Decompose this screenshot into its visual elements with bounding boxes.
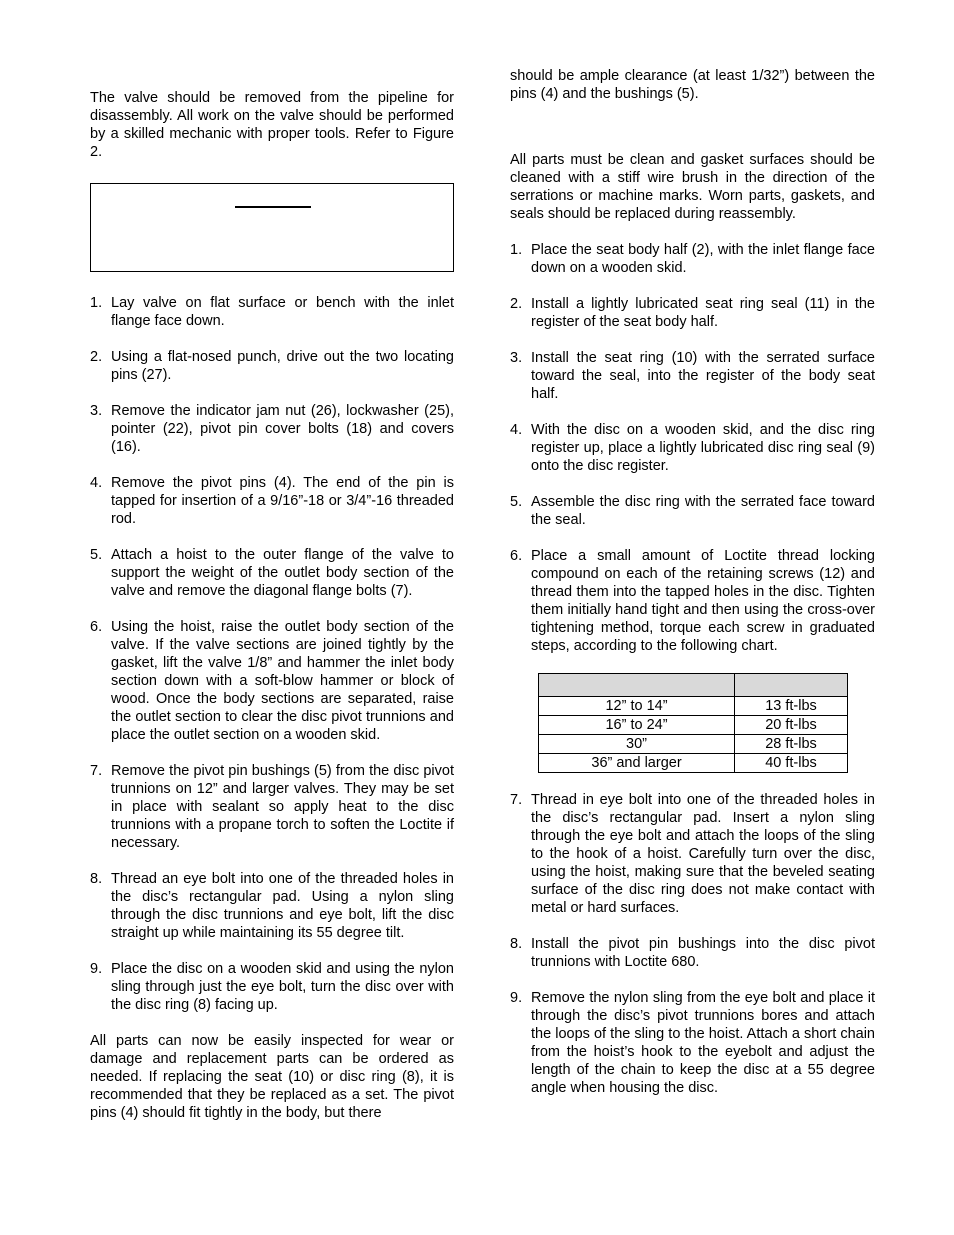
table-row: 12” to 14” 13 ft-lbs — [539, 697, 848, 716]
list-item: 7. Thread in eye bolt into one of the threaded holes in the disc’s rectangular pad. Insert a nylon sling through the eye bolt and attach the loops of the sling to the hook of a hoist. Carefully turn over the disc, using the hoist, making sure that the beveled seating surface of the disc ring does not make contact with metal or hard surfaces. — [510, 792, 875, 916]
warning-heading-rule — [235, 206, 311, 208]
list-item: 8. Thread an eye bolt into one of the threaded holes in the disc’s rectangular pad. Using a nylon sling through the disc trunnions and eye bolt, lift the disc straight up while maintaining its 55 degree tilt. — [90, 871, 454, 941]
table-row: 30” 28 ft-lbs — [539, 735, 848, 754]
disassembly-steps — [90, 294, 454, 1014]
reassembly-steps-a — [510, 241, 875, 655]
list-item: 4. With the disc on a wooden skid, and the disc ring register up, place a lightly lubricated disc ring seal (9) onto the disc register. — [510, 422, 875, 474]
list-item: 4. Remove the pivot pins (4). The end of the pin is tapped for insertion of a 9/16”-18 or 3/4”-16 threaded rod. — [90, 475, 454, 527]
table-row: 36” and larger 40 ft-lbs — [539, 754, 848, 773]
list-item: 6. Using the hoist, raise the outlet body section of the valve. If the valve sections are joined tightly by the gasket, lift the valve 1/8” and hammer the inlet body section down with a soft-blow hammer or block of wood. Once the body sections are separated, raise the outlet section to clear the disc pivot trunnions and place the outlet section on a wooden skid. — [90, 619, 454, 743]
list-item: 2. Install a lightly lubricated seat ring seal (11) in the register of the seat body half. — [510, 296, 875, 330]
inspection-paragraph: All parts can now be easily inspected for wear or damage and replacement parts can be ordered as needed. If replacing the seat (10) or disc ring (8), it is recommended that they be replaced as a set. The pivot pins (4) should fit tightly in the body, but there — [90, 1033, 454, 1121]
continuation-paragraph: should be ample clearance (at least 1/32”) between the pins (4) and the bushings (5). — [510, 68, 875, 102]
list-item: 3. Remove the indicator jam nut (26), lockwasher (25), pointer (22), pivot pin cover bolts (18) and covers (16). — [90, 403, 454, 455]
torque-table — [538, 673, 848, 773]
list-item: 9. Place the disc on a wooden skid and using the nylon sling through just the eye bolt, turn the disc over with the disc ring (8) facing up. — [90, 961, 454, 1013]
left-column — [90, 89, 454, 1122]
list-item: 1. Place the seat body half (2), with the inlet flange face down on a wooden skid. — [510, 242, 875, 276]
warning-box — [90, 183, 454, 272]
list-item: 5. Attach a hoist to the outer flange of the valve to support the weight of the outlet body section of the valve and remove the diagonal flange bolts (7). — [90, 547, 454, 599]
list-item: 8. Install the pivot pin bushings into the disc pivot trunnions with Loctite 680. — [510, 936, 875, 970]
list-item: 1. Lay valve on flat surface or bench with the inlet flange face down. — [90, 295, 454, 329]
reassembly-steps-b — [510, 791, 875, 1097]
list-item: 9. Remove the nylon sling from the eye bolt and place it through the disc’s pivot trunnions bores and attach the loops of the sling to the hoist. Attach a short chain from the hoist’s hook to the eyebolt and adjust the length of the chain to keep the disc at a 55 degree angle when housing the disc. — [510, 990, 875, 1096]
list-item: 6. Place a small amount of Loctite thread locking compound on each of the retaining screws (12) and thread them into the tapped holes in the disc. Tighten them initially hand tight and then using the cross-over tightening method, torque each screw in graduated steps, according to the following chart. — [510, 548, 875, 654]
list-item: 2. Using a flat-nosed punch, drive out the two locating pins (27). — [90, 349, 454, 383]
list-item: 3. Install the seat ring (10) with the serrated surface toward the seal, into the register of the body seat half. — [510, 350, 875, 402]
table-row: 16” to 24” 20 ft-lbs — [539, 716, 848, 735]
right-column — [510, 67, 875, 1115]
reassembly-intro: All parts must be clean and gasket surfaces should be cleaned with a stiff wire brush in the direction of the serrations or machine marks. Worn parts, gaskets, and seals should be replaced during reassembly. — [510, 152, 875, 222]
table-header-row — [539, 674, 848, 697]
list-item: 5. Assemble the disc ring with the serrated face toward the seal. — [510, 494, 875, 528]
disassembly-intro: The valve should be removed from the pipeline for disassembly. All work on the valve should be performed by a skilled mechanic with proper tools. Refer to Figure 2. — [90, 90, 454, 160]
list-item: 7. Remove the pivot pin bushings (5) from the disc pivot trunnions on 12” and larger valves. They may be set in place with sealant so apply heat to the disc trunnions with a propane torch to soften the Loctite if necessary. — [90, 763, 454, 851]
